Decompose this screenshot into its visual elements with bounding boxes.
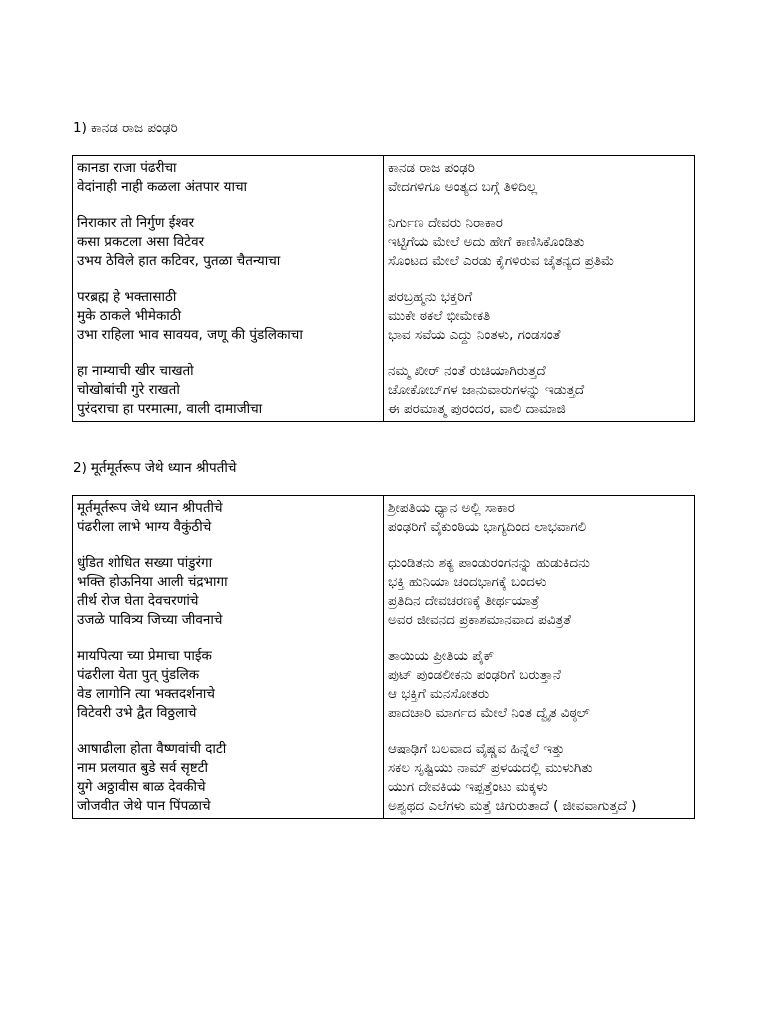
verse-line: ಮುಕೇ ಠಕಲೆ ಭೀಮೇಕತಿ [388,308,491,324]
stanza [77,499,379,537]
stanza [388,554,690,630]
poem-2-table [72,495,695,819]
verse-line: ಅಶ್ವಥದ ಎಲೆಗಳು ಮತ್ತೆ ಚಿಗುರುತಾದೆ ( ಜೀವವಾಗುತ್ತದೆ ) [388,798,637,814]
verse-line: तीर्थ रोज घेता देवचरणांचे [77,593,199,609]
verse-line: भक्ति होऊनिया आली चंद्रभागा [77,574,228,590]
verse-line: ತಾಯಿಯ ಪ್ರೀತಿಯ ಪೈಕ್ [388,648,495,664]
verse-line: ಭಾವ ಸವೆಯ ಎದ್ದು ನಿಂತಳು, ಗಂಡಸಂತೆ [388,327,561,343]
stanza [388,159,690,197]
verse-line: ಸಕಲ ಸೃಷ್ಟಿಯು ನಾಮ್ ಪ್ರಳಯದಲ್ಲಿ ಮುಳುಗಿತು [388,760,593,776]
verse-line: मुके ठाकले भीमेकाठी [77,308,182,324]
verse-line: ಯುಗ ದೇವಕಿಯ ಇಪ್ಪತ್ತೆಂಟು ಮಕ್ಕಳು [388,779,548,795]
verse-line: युगे अठ्ठावीस बाळ देवकीचे [77,779,206,795]
stanza [77,554,379,630]
verse-line: ಶ್ರೀಪತಿಯ ಧ್ಯಾನ ಅಲ್ಲಿ ಸಾಕಾರ [388,500,515,516]
kannada-column [384,156,695,422]
poem-1-heading [73,119,178,138]
verse-line: आषाढीला होता वैष्णवांची दाटी [77,741,227,757]
poem-1-table [72,155,695,422]
verse-line: नाम प्रलयात बुडे सर्व सृष्टटी [77,760,208,776]
poem-2-heading [73,459,236,478]
verse-line: ಅವರ ಜೀವನದ ಪ್ರಕಾಶಮಾನವಾದ ಪವಿತ್ರತೆ [388,612,571,628]
stanza [388,288,690,345]
poem-1-number: 1) [73,120,87,136]
stanza [77,159,379,197]
verse-line: कसा प्रकटला असा विटेवर [77,234,205,250]
verse-line: विटेवरी उभे द्वैत विठ्ठलाचे [77,705,197,721]
verse-line: परब्रह्म हे भक्तासाठी [77,289,177,305]
verse-line: ಪುಟ್ ಪುಂಡಲೀಕನು ಪಂಢರಿಗೆ ಬರುತ್ತಾನೆ [388,667,561,683]
verse-line: कानडा राजा पंढरीचा [77,160,177,176]
verse-line: ಪಂಢರಿಗೆ ವೈಕುಂಠಿಯ ಭಾಗ್ಯದಿಂದ ಲಾಭವಾಗಲಿ [388,519,587,535]
verse-line: ಪಾದಚಾರಿ ಮಾರ್ಗದ ಮೇಲೆ ನಿಂತ ದ್ವೈತ ವಿಠ್ಠಲ್ [388,705,590,721]
verse-line: उजळे पावित्र्य जिच्या जीवनाचे [77,612,223,628]
marathi-column [73,156,384,422]
verse-line: हा नाम्याची खीर चाखतो [77,363,194,379]
verse-line: निराकार तो निर्गुण ईश्वर [77,215,195,231]
verse-line: ಸೊಂಟದ ಮೇಲೆ ಎರಡು ಕೈಗಳಿರುವ ಚೈತನ್ಯದ ಪ್ರತಿಮೆ [388,253,615,269]
verse-line: धुंडित शोधित सख्या पांडुरंगा [77,555,213,571]
stanza [388,362,690,419]
stanza [388,499,690,537]
verse-line: ಭಕ್ತಿ ಹುನಿಯಾ ಚಂದಭಾಗಕ್ಕೆ ಬಂದಳು [388,574,547,590]
verse-line: ಚೋಕೋಬ್‌ಗಳ ಜಾನುವಾರುಗಳನ್ನು ಇಡುತ್ತದೆ [388,382,585,398]
verse-line: उभा राहिला भाव सावयव, जणू की पुंडलिकाचा [77,327,303,343]
verse-line: मूर्तमूर्तरूप जेथे ध्यान श्रीपतीचे [77,500,223,516]
verse-line: ಈ ಪರಮಾತ್ಮ ಪುರಂದರ, ವಾಲಿ ದಾಮಾಜಿ [388,401,566,417]
stanza [77,740,379,816]
verse-line: वेड लागोनि त्या भक्तदर्शनाचे [77,686,215,702]
poem-2-title: मूर्तमूर्तरूप जेथे ध्यान श्रीपतीचे [90,460,237,476]
verse-line: वेदांनाही नाही कळला अंतपार याचा [77,179,248,195]
stanza [77,288,379,345]
poem-2-number: 2) [73,460,87,476]
stanza [77,214,379,271]
stanza [388,647,690,723]
marathi-column [73,496,384,819]
verse-line: ನಿರ್ಗುಣ ದೇವರು ನಿರಾಕಾರ [388,215,503,231]
verse-line: पंढरीला लाभे भाग्य वैकुंठीचे [77,519,212,535]
verse-line: ಕಾನಡ ರಾಜ ಪಂಢರಿ [388,160,475,176]
stanza [388,214,690,271]
kannada-column [384,496,695,819]
verse-line: ಪ್ರತಿದಿನ ದೇವಚರಣಕ್ಕೆ ತೀರ್ಥಯಾತ್ರೆ [388,593,540,609]
verse-line: ವೇದಗಳಿಗೂ ಅಂತ್ಯದ ಬಗ್ಗೆ ತಿಳಿದಿಲ್ಲ [388,179,538,195]
verse-line: ಧುಂಡಿತನು ಶಕ್ಯ ಪಾಂಡುರಂಗನನ್ನು ಹುಡುಕಿದನು [388,555,590,571]
verse-line: चोखोबांची गुरे राखतो [77,382,180,398]
poem-2-row [73,496,695,819]
verse-line: ಆಷಾಢಿಗೆ ಬಲವಾದ ವೈಷ್ಣವ ಹಿನ್ನೆಲೆ ಇತ್ತು [388,741,565,757]
verse-line: पुरंदराचा हा परमात्मा, वाली दामाजीचा [77,401,263,417]
verse-line: ಪರಬ್ರಹ್ಮನು ಭಕ್ತರಿಗೆ [388,289,473,305]
verse-line: ಇಟ್ಟಿಗೆಯ ಮೇಲೆ ಅದು ಹೇಗೆ ಕಾಣಿಸಿಕೊಂಡಿತು [388,234,585,250]
stanza [77,362,379,419]
stanza [388,740,690,816]
verse-line: पंढरीला येता पुत्‌ पुंडलिक [77,667,200,683]
verse-line: जोजवीत जेथे पान पिंपळाचे [77,798,211,814]
poem-1-title: ಕಾನಡ ರಾಜ ಪಂಢರಿ [90,120,178,136]
verse-line: ನಮ್ಮ ಖೀರ್ ನಂತೆ ರುಚಿಯಾಗಿರುತ್ತದೆ [388,363,546,379]
verse-line: मायपित्या च्या प्रेमाचा पाईक [77,648,212,664]
verse-line: ಆ ಭಕ್ತಿಗೆ ಮನಸೋತರು [388,686,490,702]
poem-1-row [73,156,695,422]
verse-line: उभय ठेविले हात कटिवर, पुतळा चैतन्याचा [77,253,281,269]
stanza [77,647,379,723]
